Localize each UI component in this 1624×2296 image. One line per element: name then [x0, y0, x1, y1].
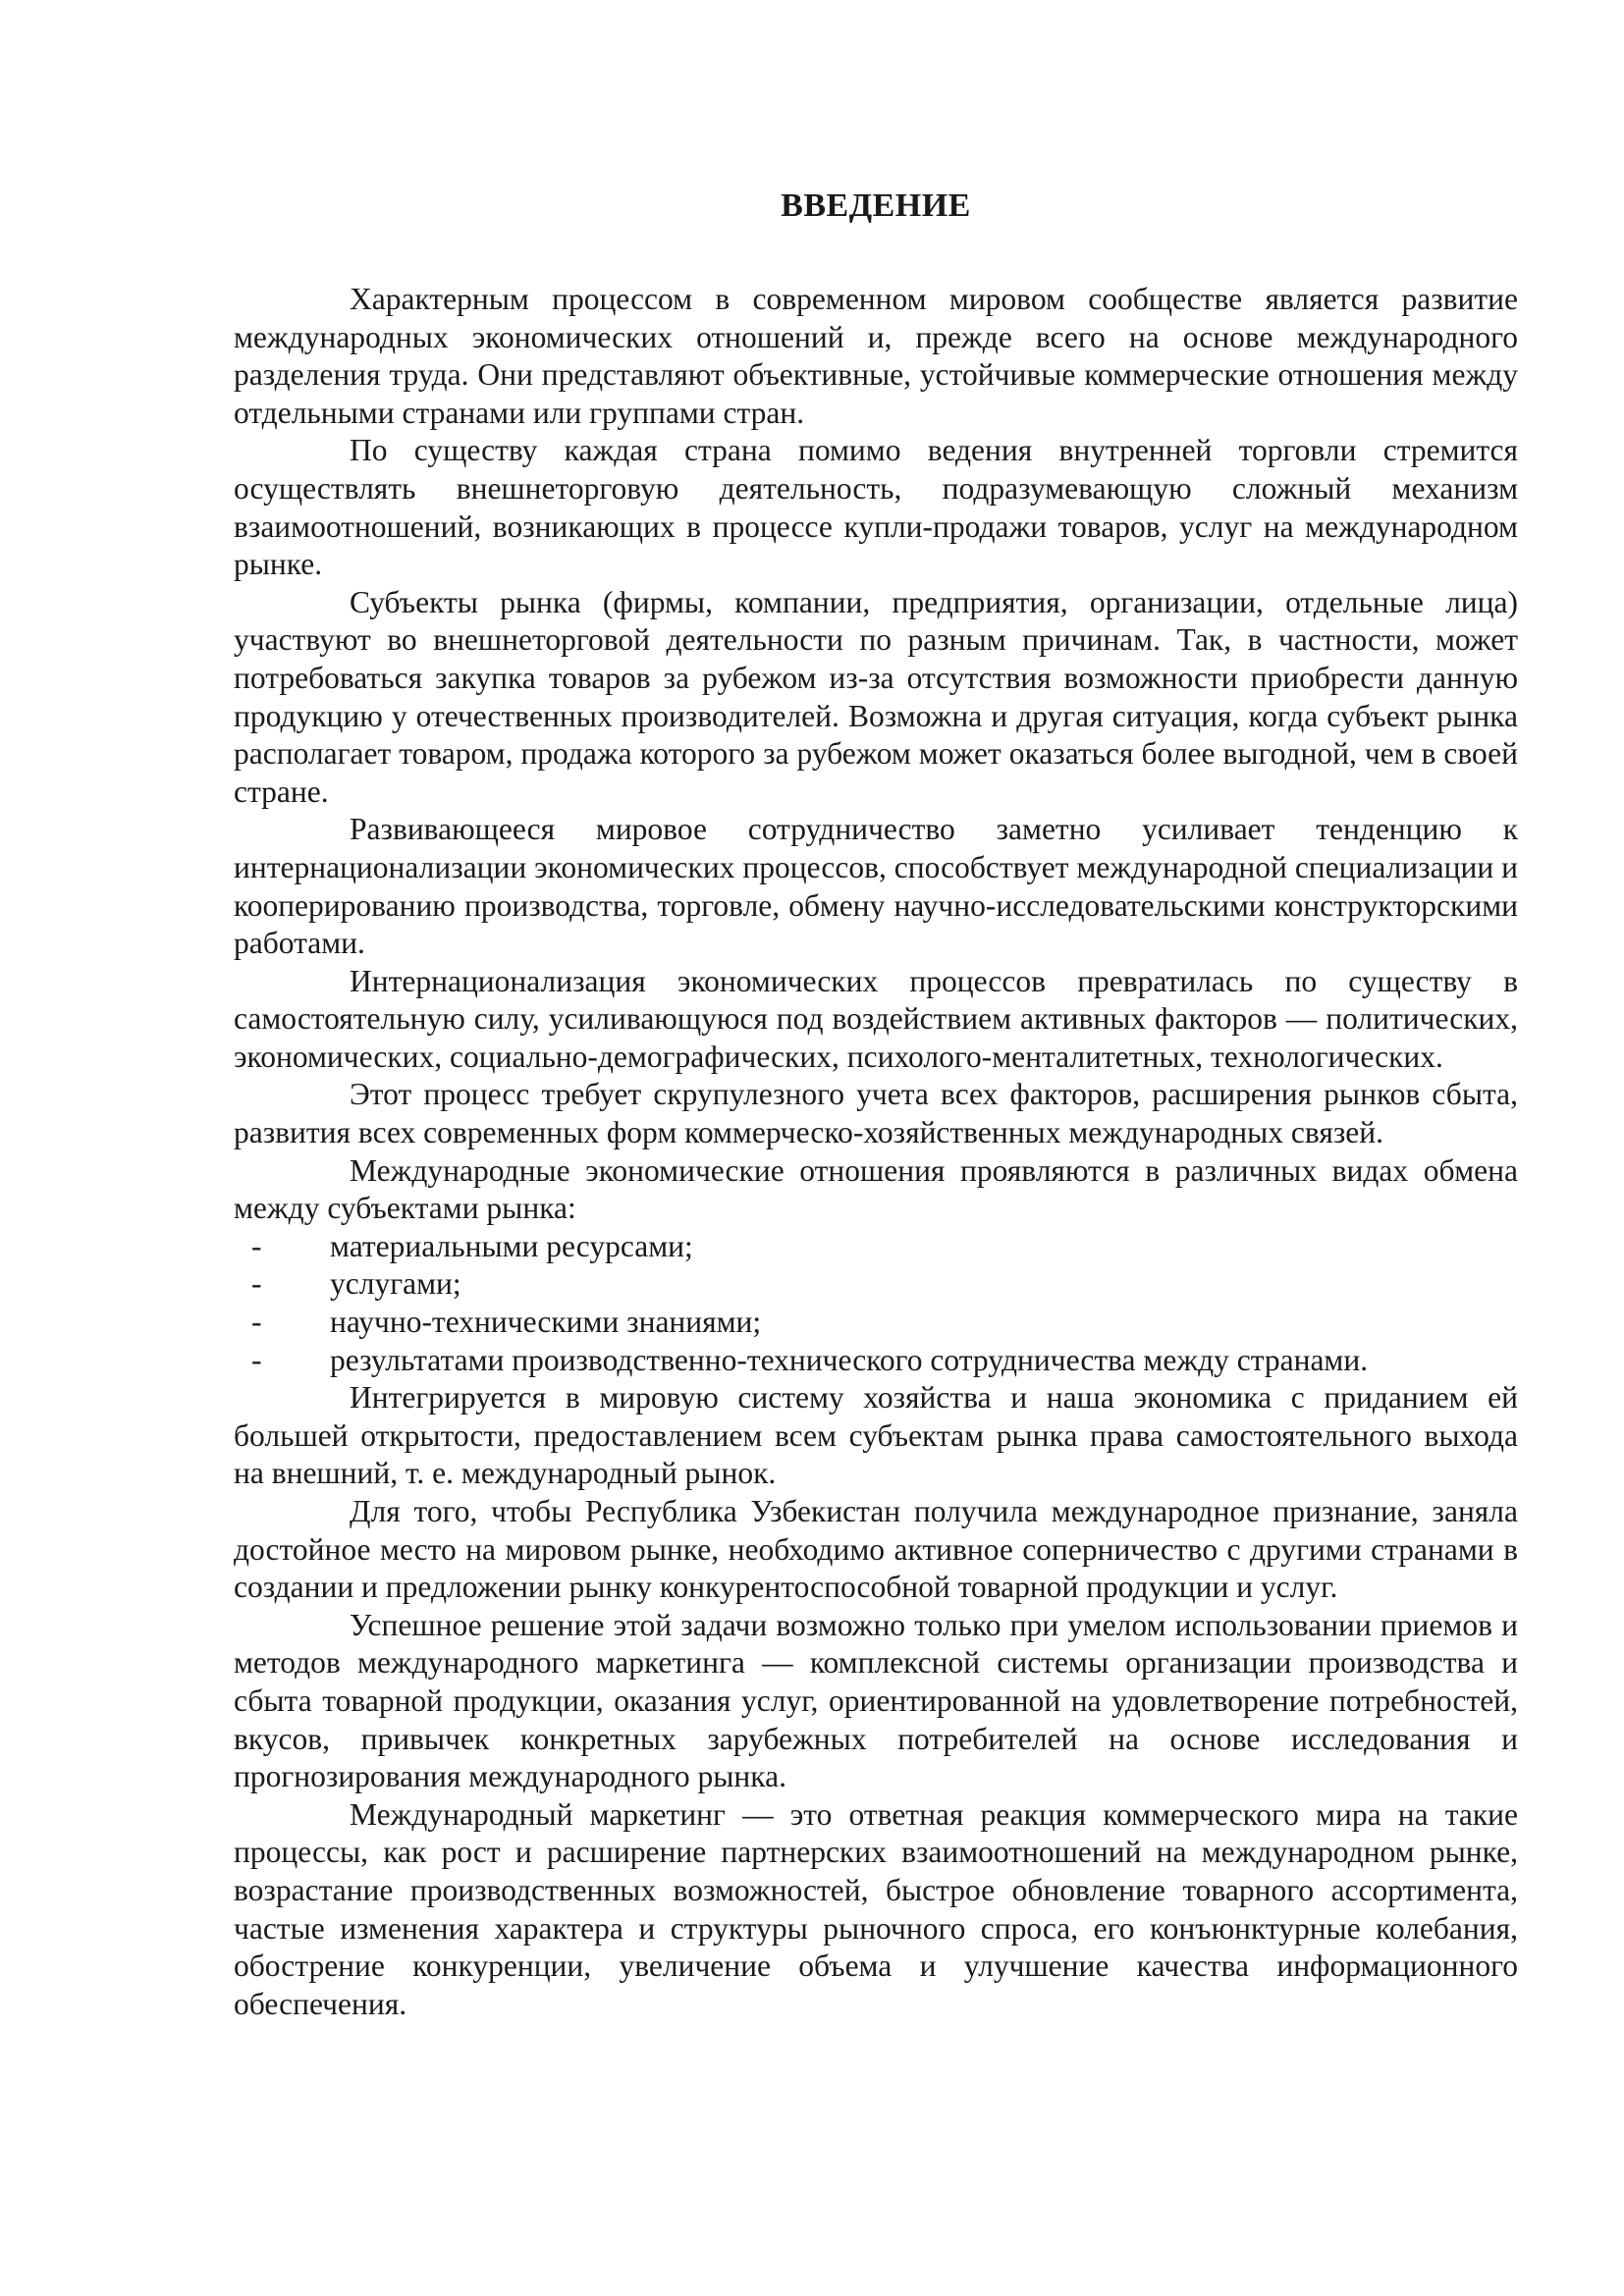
exchange-types-list — [234, 1228, 1518, 1379]
paragraph: Успешное решение этой задачи возможно только при умелом использовании приемов и методов международного маркетинга — комплексной системы организации производства и сбыта товарной продукции, оказания услуг, ориентированной на удовлетворение потребностей, вкусов, привычек конкретных зарубежных потребителей на основе исследования и прогнозирования международного рынка. — [234, 1607, 1518, 1794]
paragraph: Международный маркетинг — это ответная реакция коммерческого мира на такие процессы, как рост и расширение партнерских взаимоотношений на международном рынке, возрастание производственных возможностей, быстрое обновление товарного ассортимента, частые изменения характера и структуры рыночного спроса, его конъюнктурные колебания, обострение конкуренции, увеличение объема и улучшение качества информационного обеспечения. — [234, 1796, 1518, 2021]
list-dash: - — [251, 1228, 262, 1263]
paragraph: Интернационализация экономических процессов превратилась по существу в самостоятельную силу, усиливающуюся под воздействием активных факторов — политических, экономических, социально-демографических, психолого-менталитетных, технологических. — [234, 963, 1518, 1074]
list-dash: - — [251, 1305, 262, 1340]
paragraph: Субъекты рынка (фирмы, компании, предприятия, организации, отдельные лица) участвуют во внешнеторговой деятельности по разным причинам. Так, в частности, может потребоваться закупка товаров за рубежом из-за отсутствия возможности приобрести данную продукцию у отечественных производителей. Возможна и другая ситуация, когда субъект рынка располагает товаром, продажа которого за рубежом может оказаться более выгодной, чем в своей стране. — [234, 584, 1518, 809]
paragraph: Этот процесс требует скрупулезного учета всех факторов, расширения рынков сбыта, развития всех современных форм коммерческо-хозяйственных международных связей. — [234, 1077, 1518, 1150]
list-item-text: научно-техническими знаниями; — [330, 1305, 762, 1340]
paragraph: По существу каждая страна помимо ведения внутренней торговли стремится осуществлять внешнеторговую деятельность, подразумевающую сложный механизм взаимоотношений, возникающих в процессе купли-продажи товаров, услуг на международном рынке. — [234, 433, 1518, 582]
paragraph: Развивающееся мировое сотрудничество заметно усиливает тенденцию к интернационализации экономических процессов, способствует международной специализации и кооперированию производства, торговле, обмену научно-исследовательскими конструкторскими работами. — [234, 812, 1518, 961]
list-item — [234, 1265, 1518, 1304]
list-item-text: материальными ресурсами; — [330, 1228, 693, 1263]
paragraph: Характерным процессом в современном мировом сообществе является развитие международных экономических отношений и, прежде всего на основе международного разделения труда. Они представляют объективные, устойчивые коммерческие отношения между отдельными странами или группами стран. — [234, 282, 1518, 430]
document-title: ВВЕДЕНИЕ — [781, 187, 971, 224]
document-page — [234, 187, 1518, 2023]
paragraph: Международные экономические отношения проявляются в различных видах обмена между субъектами рынка: — [234, 1152, 1518, 1226]
list-dash: - — [251, 1342, 262, 1377]
list-item — [234, 1228, 1518, 1266]
list-item — [234, 1304, 1518, 1342]
paragraph: Для того, чтобы Республика Узбекистан получила международное признание, заняла достойное место на мировом рынке, необходимо активное соперничество с другими странами в создании и предложении рынку конкурентоспособной товарной продукции и услуг. — [234, 1494, 1518, 1605]
list-item-text: результатами производственно-технического сотрудничества между странами. — [330, 1342, 1369, 1377]
paragraph: Интегрируется в мировую систему хозяйства и наша экономика с приданием ей большей открытости, предоставлением всем субъектам рынка права самостоятельного выхода на внешний, т. е. международный рынок. — [234, 1380, 1518, 1491]
list-item — [234, 1342, 1518, 1380]
list-dash: - — [251, 1266, 262, 1302]
list-item-text: услугами; — [330, 1266, 461, 1302]
